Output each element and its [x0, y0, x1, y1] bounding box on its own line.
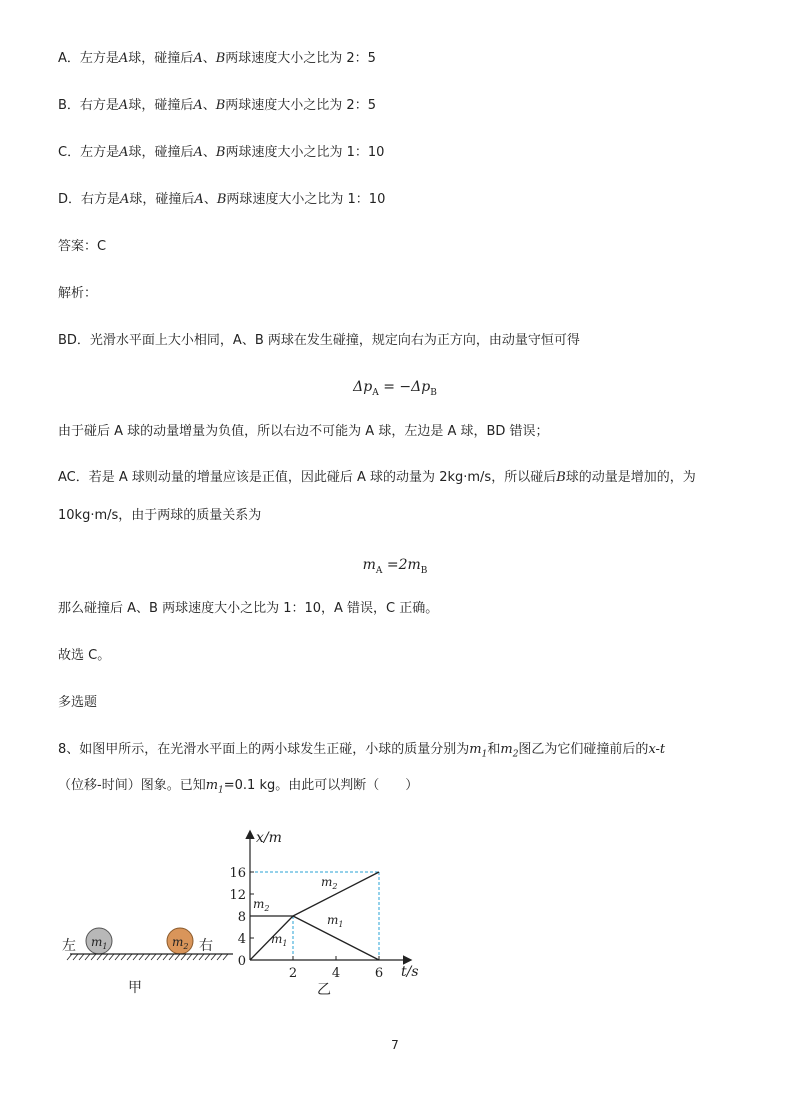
answer: 答案：C: [58, 239, 107, 254]
y-axis-label: x/m: [256, 830, 282, 846]
question-8-line2: （位移-时间）图象。已知$m_1=0.1$ kg。由此可以判断（ ）: [58, 778, 419, 796]
ac-text-line1: AC．若是 A 球则动量的增量应该是正值，因此碰后 A 球的动量为 2kg·m/s，所以碰后B球的动量是增加的，为: [58, 470, 696, 485]
label-m1-after: $m_1$: [327, 913, 344, 929]
ac-text-line2: 10kg·m/s，由于两球的质量关系为: [58, 508, 262, 523]
final-answer: 故选 C。: [58, 648, 111, 663]
hatch-mark: [151, 954, 156, 960]
hatch-mark: [163, 954, 168, 960]
ac-conclusion: 那么碰撞后 A、B 两球速度大小之比为 1：10，A 错误，C 正确。: [58, 601, 439, 616]
hatch-mark: [205, 954, 210, 960]
hatch-mark: [145, 954, 150, 960]
hatch-mark: [67, 954, 72, 960]
y-tick-label: 4: [237, 932, 246, 947]
hatch-mark: [139, 954, 144, 960]
hatch-mark: [217, 954, 222, 960]
y-tick-label: 0: [237, 954, 246, 969]
option-b: B．右方是A球，碰撞后A、B两球速度大小之比为 2：5: [58, 98, 376, 113]
y-tick-label: 12: [229, 888, 246, 903]
page-number: 7: [391, 1038, 399, 1052]
figure-jia: [58, 910, 248, 1000]
y-tick-label: 16: [229, 866, 246, 881]
hatch-mark: [199, 954, 204, 960]
hatch-mark: [169, 954, 174, 960]
x-tick-label: 2: [288, 966, 298, 981]
label-m2-before: $m_2$: [253, 897, 270, 913]
caption-jia: 甲: [128, 980, 142, 996]
caption-yi: 乙: [317, 982, 331, 998]
hatch-mark: [109, 954, 114, 960]
question-8-line1: 8、如图甲所示，在光滑水平面上的两小球发生正碰，小球的质量分别为$m_1$和$m_2$图乙为它们碰撞前后的x-t: [58, 742, 666, 760]
equation-momentum: $\Delta p_A = -\Delta p_B$: [353, 379, 437, 398]
option-c: C．左方是A球，碰撞后A、B两球速度大小之比为 1：10: [58, 145, 385, 160]
analysis-label: 解析：: [58, 286, 98, 301]
right-label: 右: [199, 938, 213, 954]
bd-conclusion: 由于碰后 A 球的动量增量为负值，所以右边不可能为 A 球，左边是 A 球，BD 错误；: [58, 424, 549, 439]
equation-mass: $m_A =2m_B$: [362, 557, 428, 576]
hatch-mark: [79, 954, 84, 960]
ground-hatching: [67, 954, 228, 960]
series-line-m2: [293, 872, 379, 916]
section-title: 多选题: [58, 695, 98, 710]
hatch-mark: [193, 954, 198, 960]
hatch-mark: [127, 954, 132, 960]
label-m2-after: $m_2$: [321, 875, 338, 891]
hatch-mark: [157, 954, 162, 960]
option-d: D．右方是A球，碰撞后A、B两球速度大小之比为 1：10: [58, 192, 386, 207]
ball-m2-label: $m_2$: [172, 935, 189, 951]
hatch-mark: [175, 954, 180, 960]
hatch-mark: [73, 954, 78, 960]
hatch-mark: [85, 954, 90, 960]
x-tick-label: 4: [331, 966, 341, 981]
hatch-mark: [103, 954, 108, 960]
bd-text: BD．光滑水平面上大小相同，A、B 两球在发生碰撞，规定向右为正方向，由动量守恒可得: [58, 333, 580, 348]
x-axis-label: t/s: [401, 964, 419, 980]
ball-m1-label: $m_1$: [91, 935, 108, 951]
left-label: 左: [62, 938, 76, 954]
hatch-mark: [133, 954, 138, 960]
y-tick-label: 8: [237, 910, 246, 925]
hatch-mark: [211, 954, 216, 960]
hatch-mark: [97, 954, 102, 960]
hatch-mark: [91, 954, 96, 960]
x-tick-label: 6: [374, 966, 384, 981]
hatch-mark: [187, 954, 192, 960]
hatch-mark: [181, 954, 186, 960]
figure-yi: [225, 826, 425, 1006]
option-a: A．左方是A球，碰撞后A、B两球速度大小之比为 2：5: [58, 51, 376, 66]
label-m1-before: $m_1$: [271, 932, 288, 948]
hatch-mark: [115, 954, 120, 960]
hatch-mark: [121, 954, 126, 960]
